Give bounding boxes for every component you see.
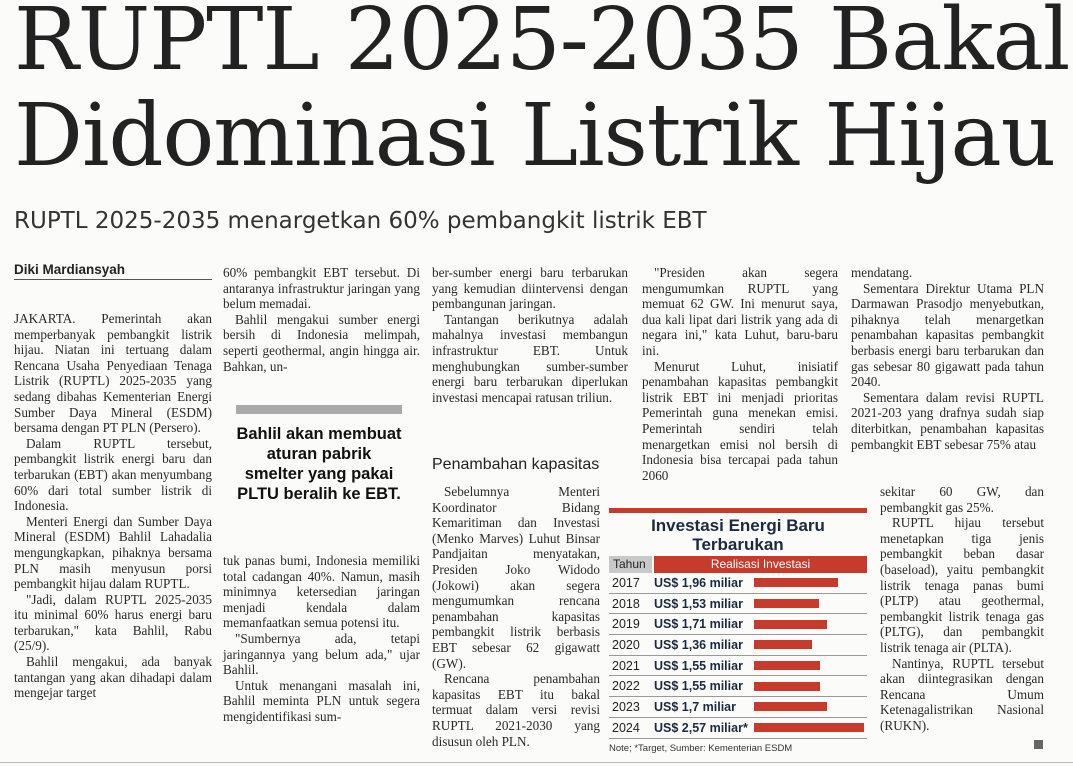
headline-line-2: Didominasi Listrik Hijau — [14, 86, 1056, 186]
paragraph: RUPTL hijau tersebut menetapkan tiga jenis pembangkit beban dasar (baseload), yaitu pembangkit listrik tenaga panas bumi (PLTP) atau geothermal, pembangkit listrik tenaga gas (PLTG), dan pembangkit listrik tenaga air (PLTA). — [880, 515, 1044, 655]
chart-bar — [754, 620, 827, 629]
chart-row — [609, 697, 867, 718]
chart-bar — [754, 682, 820, 691]
end-mark — [1034, 740, 1043, 749]
chart-row — [609, 676, 867, 697]
article-column-5-bottom — [880, 484, 1044, 734]
chart-bar — [754, 661, 820, 670]
paragraph: Menteri Energi dan Sumber Daya Mineral (ESDM) Bahlil Lahadalia mengungkapkan, pihaknya bersama PLN masih menyusun porsi pembangkit hijau dalam RUPTL. — [14, 513, 212, 592]
pull-quote-text: Bahlil akan membuat aturan pabrik smelter yang pakai PLTU beralih ke EBT. — [236, 425, 402, 503]
chart-value-label: US$ 2,57 miliar* — [654, 720, 748, 735]
pull-quote — [236, 405, 402, 504]
paragraph: JAKARTA. Pemerintah akan memperbanyak pembangkit listrik hijau. Niatan ini tertuang dalam Rencana Usaha Penyediaan Tenaga Listrik (RUPTL) 2025-2035 yang sedang dibahas Kementerian Energi Sumber Daya Mineral (ESDM) bersama dengan PT PLN (Persero). — [14, 311, 212, 436]
paragraph: Sementara Direktur Utama PLN Darmawan Prasodjo menyebutkan, pihaknya telah menargetkan penambahan kapasitas pembangkit berbasis energi baru terbarukan dan gas sebesar 80 gigawatt pada tahun 2040. — [851, 280, 1044, 390]
paragraph: Sebelumnya Menteri Koordinator Bidang Kemaritiman dan Investasi (Menko Marves) Luhut Binsar Pandjaitan menyatakan, Presiden Joko Widodo (Jokowi) akan segera mengumumkan rencana penambahan kapasitas pembangkit listrik berbasis EBT sebesar 62 gigawatt (GW). — [432, 484, 600, 671]
article-column-3-top — [432, 265, 628, 405]
chart-bar-track — [754, 578, 867, 587]
paragraph: "Sumbernya ada, tetapi jaringannya yang belum ada," ujar Bahlil. — [223, 630, 420, 678]
paragraph: Untuk menangani masalah ini, Bahlil meminta PLN untuk segera mengidentifikasi sum- — [223, 677, 420, 724]
article-column-2-bottom — [223, 553, 420, 725]
article-column-5-top — [851, 265, 1044, 452]
chart-year-label: 2017 — [612, 575, 640, 590]
chart-header-year: Tahun — [609, 556, 652, 573]
paragraph: 60% pembangkit EBT tersebut. Di antaranya infrastruktur jaringan yang belum memadai. — [223, 265, 420, 312]
subheadline: RUPTL 2025-2035 menargetkan 60% pembangkit listrik EBT — [14, 208, 707, 234]
chart-year-label: 2019 — [612, 617, 640, 632]
chart-bar-track — [754, 661, 867, 670]
article-column-1 — [14, 311, 212, 701]
investment-chart — [609, 508, 867, 754]
chart-value-label: US$ 1,53 miliar — [654, 596, 743, 611]
chart-value-label: US$ 1,71 miliar — [654, 617, 743, 632]
chart-title: Investasi Energi Baru Terbarukan — [651, 516, 825, 554]
paragraph: Dalam RUPTL tersebut, pembangkit listrik energi baru dan terbarukan (EBT) akan menyumbang 60% dari total sumber listrik di Indonesia. — [14, 435, 212, 514]
chart-year-label: 2020 — [612, 637, 640, 652]
chart-year-label: 2024 — [612, 720, 640, 735]
chart-bar — [754, 640, 812, 649]
chart-row — [609, 656, 867, 677]
section-heading: Penambahan kapasitas — [432, 456, 600, 473]
chart-bar-track — [754, 682, 867, 691]
chart-bar-track — [754, 599, 867, 608]
chart-row — [609, 573, 867, 594]
chart-bar — [754, 723, 864, 732]
chart-value-label: US$ 1,55 miliar — [654, 679, 743, 694]
paragraph: "Presiden akan segera mengumumkan RUPTL yang memuat 62 GW. Ini menurut saya, dua kali lipat dari listrik yang ada di negara ini," kata Luhut, baru-baru ini. — [642, 265, 838, 358]
headline-line-1: RUPTL 2025-2035 Bakal — [14, 0, 1070, 90]
chart-value-label: US$ 1,36 miliar — [654, 637, 743, 652]
article-column-3-bottom — [432, 484, 600, 749]
paragraph: Nantinya, RUPTL tersebut akan diintegrasikan dengan Rencana Umum Ketenagalistrikan Nasional (RUKN). — [880, 655, 1044, 733]
headline — [14, 0, 1069, 184]
chart-rows — [609, 573, 867, 739]
chart-bar-track — [754, 702, 867, 711]
chart-year-label: 2018 — [612, 596, 640, 611]
article-column-2-top — [223, 265, 420, 374]
paragraph: Bahlil mengakui, ada banyak tantangan yang akan dihadapi dalam mengejar target — [14, 654, 212, 701]
author-byline: Diki Mardiansyah — [14, 262, 212, 280]
chart-row — [609, 635, 867, 656]
chart-year-label: 2022 — [612, 679, 640, 694]
paragraph: mendatang. — [851, 265, 913, 280]
chart-bar-track — [754, 620, 867, 629]
paragraph: tuk panas bumi, Indonesia memiliki total cadangan 40%. Namun, masih minimnya ketersedian jaringan menjadi kendala dalam memanfaatkan semua potensi itu. — [223, 553, 420, 631]
chart-value-label: US$ 1,55 miliar — [654, 658, 743, 673]
chart-row — [609, 614, 867, 635]
paragraph: ber-sumber energi baru terbarukan yang kemudian diintervensi dengan pembangunan jaringan. — [432, 265, 628, 312]
chart-row — [609, 594, 867, 615]
chart-value-label: US$ 1,96 miliar — [654, 575, 743, 590]
chart-year-label: 2021 — [612, 658, 640, 673]
paragraph: Tantangan berikutnya adalah mahalnya investasi membangun infrastruktur EBT. Untuk menghubungkan sumber-sumber energi baru terbarukan diperlukan investasi mencapai ratusan triliun. — [432, 311, 628, 405]
paragraph: sekitar 60 GW, dan pembangkit gas 25%. — [880, 484, 1044, 515]
chart-year-label: 2023 — [612, 699, 640, 714]
paragraph: Bahlil mengakui sumber energi bersih di Indonesia melimpah, seperti geothermal, angin hingga air. Bahkan, un- — [223, 311, 420, 374]
paragraph: Sementara dalam revisi RUPTL 2021-203 yang drafnya sudah siap diterbitkan, penambahan kapasitas pembangkit EBT sebesar 75% atau — [851, 389, 1044, 452]
article-column-4 — [642, 265, 838, 483]
paragraph: Menurut Luhut, inisiatif penambahan kapasitas pembangkit listrik EBT ini menjadi prioritas Pemerintah guna menekan emisi. Pemerintah sendiri telah menargetkan emisi nol bersih di Indonesia bisa tercapai pada tahun 2060 — [642, 358, 838, 483]
pull-quote-bar — [236, 405, 402, 414]
chart-bar — [754, 599, 819, 608]
paragraph: Rencana penambahan kapasitas EBT itu bakal termuat dalam versi revisi RUPTL 2021-2030 yang disusun oleh PLN. — [432, 671, 600, 749]
chart-note: Note; *Target, Sumber: Kementerian ESDM — [609, 742, 793, 754]
chart-row — [609, 718, 867, 739]
chart-bar-track — [754, 723, 867, 732]
chart-value-label: US$ 1,7 miliar — [654, 699, 736, 714]
chart-header — [609, 556, 867, 573]
bottom-rule — [0, 762, 1073, 763]
paragraph: "Jadi, dalam RUPTL 2025-2035 itu minimal 60% harus energi baru terbarukan," kata Bahlil, Rabu (25/9). — [14, 591, 212, 654]
chart-bar-track — [754, 640, 867, 649]
chart-bar — [754, 702, 827, 711]
chart-bar — [754, 578, 838, 587]
chart-header-value: Realisasi Investasi — [654, 556, 867, 573]
chart-top-bar — [609, 508, 867, 513]
